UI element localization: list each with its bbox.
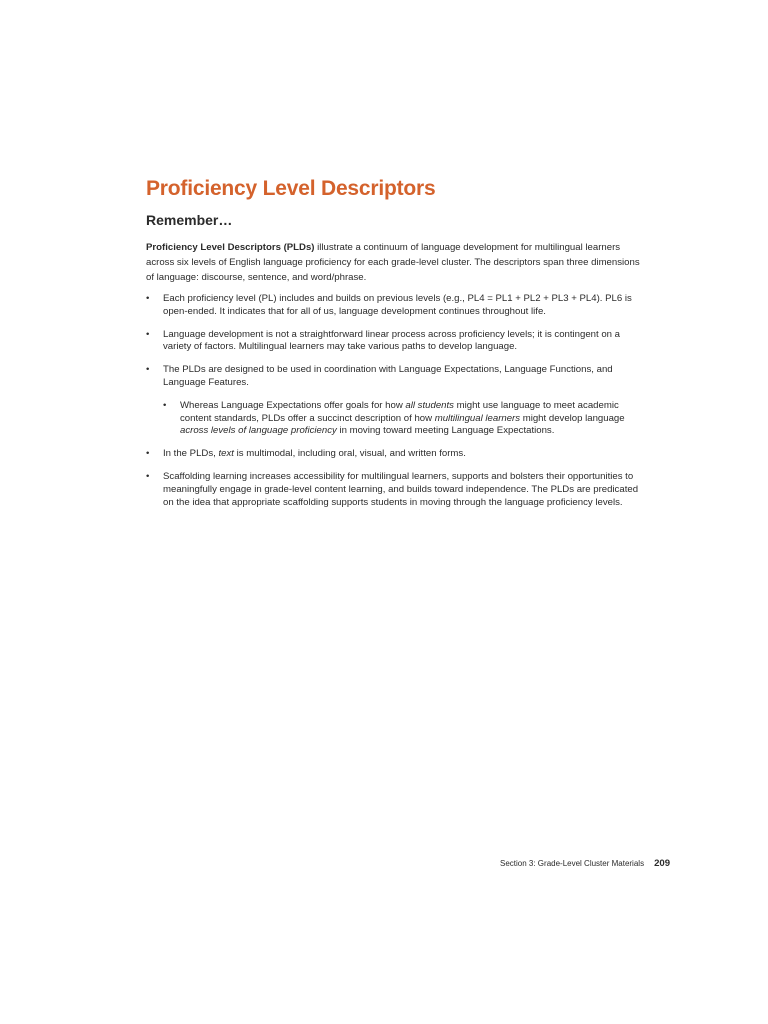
section-subtitle: Remember… (146, 212, 233, 228)
sub-bullet-text: in moving toward meeting Language Expectations. (336, 425, 555, 437)
page-footer (500, 858, 680, 870)
emphasis-text: multilingual learners (434, 412, 521, 424)
sub-list-item (163, 400, 646, 438)
sub-bullet-text: Whereas Language Expectations offer goals for how (180, 399, 406, 411)
bullet-text: Each proficiency level (PL) includes and builds on previous levels (e.g., PL4 = PL1 + PL2 + PL3 + PL4). PL6 is open-ended. It indicates that for all of us, language development continues throughout life. (163, 293, 632, 317)
emphasis-text: text (218, 448, 234, 460)
bullet-text: is multimodal, including oral, visual, and written forms. (233, 448, 466, 460)
sub-bullet-text: might use language to meet academic content standards, PLDs offer a succinct description of how (180, 399, 619, 424)
intro-paragraph (146, 240, 646, 285)
page-number: 209 (654, 858, 671, 869)
intro-bold-term: Proficiency Level Descriptors (PLDs) (146, 242, 315, 253)
bullet-text: Language development is not a straightforward linear process across proficiency levels; it is contingent on a variety of factors. Multilingual learners may take various paths to develop language. (163, 328, 621, 353)
sub-bullet-list (163, 400, 646, 438)
list-item (146, 364, 646, 438)
list-item (146, 329, 646, 355)
bullet-text: In the PLDs, (163, 448, 219, 460)
bullet-text: Scaffolding learning increases accessibility for multilingual learners, supports and bolsters their opportunities to meaningfully engage in grade-level content learning, and builds toward independence. The PLDs are predicated on the idea that appropriate scaffolding supports students in moving through the language proficiency levels. (163, 470, 639, 508)
intro-text: illustrate a continuum of language development for multilingual learners across six levels of English language proficiency for each grade-level cluster. The descriptors span three dimensions of language: discourse, sentence, and word/phrase. (146, 242, 640, 283)
emphasis-text: across levels of language proficiency (180, 425, 337, 437)
sub-bullet-text: might develop language (520, 412, 625, 424)
bullet-list (146, 293, 646, 509)
page-title: Proficiency Level Descriptors (146, 177, 436, 200)
emphasis-text: all students (405, 399, 454, 411)
list-item (146, 293, 646, 319)
list-item (146, 471, 646, 509)
bullet-text: The PLDs are designed to be used in coordination with Language Expectations, Language Functions, and Language Features. (163, 364, 613, 388)
page-content (146, 176, 646, 519)
list-item (146, 448, 646, 461)
footer-section-label: Section 3: Grade-Level Cluster Materials (500, 859, 645, 868)
